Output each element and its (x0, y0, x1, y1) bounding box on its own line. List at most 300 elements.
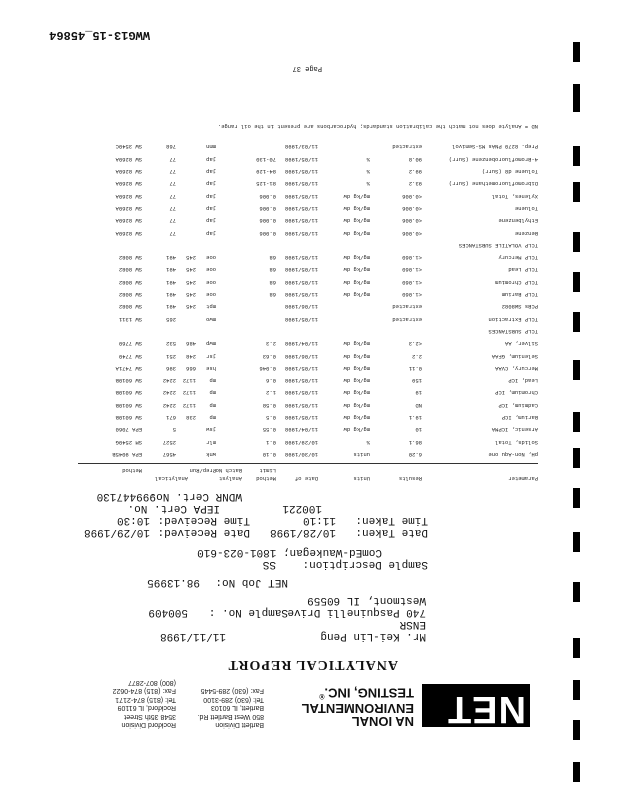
table-cell: mg/kg dw (343, 192, 370, 200)
table-cell: 11/05/1998 (284, 315, 318, 323)
table-cell: 396 (166, 364, 176, 372)
table-cell: wnk (206, 451, 216, 458)
table-cell: 2.3 (266, 340, 276, 348)
table-cell: SW 7471A (115, 364, 142, 372)
table-row (78, 214, 538, 224)
table-cell: 491 (166, 303, 176, 311)
table-cell: 68 (269, 291, 276, 299)
table-cell: 77 (169, 192, 176, 200)
table-cell: jap (206, 217, 216, 225)
table-cell: mg/kg dw (343, 426, 370, 434)
table-cell: 5 (172, 426, 176, 434)
table-cell: mg/kg dw (343, 389, 370, 397)
date-taken-label: Date Taken: (355, 526, 428, 538)
table-cell: 248 (186, 352, 196, 360)
table-row (78, 313, 538, 323)
table-cell: 11/05/1998 (284, 254, 318, 262)
table-cell: Benzene (514, 229, 538, 237)
binding-mark (573, 84, 580, 112)
table-cell: 11/05/1998 (284, 155, 318, 163)
table-cell: 0.006 (259, 205, 276, 212)
table-cell: 11/06/1998 (284, 352, 318, 360)
table-row (78, 325, 538, 335)
table-cell: 0.006 (259, 229, 276, 237)
table-cell: 1172 (182, 389, 196, 397)
table-cell: % (366, 168, 370, 176)
binding-mark (573, 146, 580, 166)
table-cell: Arsenic, ICPMA (491, 426, 538, 434)
table-cell: 1172 (182, 401, 196, 409)
column-header: Analyst (218, 475, 242, 482)
table-cell: SW 8260A (115, 180, 142, 188)
column-header: Results (398, 475, 422, 482)
table-cell: mg/kg dw (343, 278, 370, 286)
sample-description: SS (262, 558, 276, 570)
table-cell: SW 8082 (118, 266, 142, 274)
table-row (78, 448, 538, 458)
table-cell: <1.060 (402, 266, 422, 274)
table-cell: 491 (166, 291, 176, 299)
table-cell: SW 3540C (115, 143, 142, 151)
table-cell: mwp (206, 340, 216, 348)
division-line: Fax: (815) 874-0622 (112, 687, 176, 695)
table-cell: mmn (206, 143, 216, 151)
table-cell: 70-130 (256, 155, 276, 163)
table-cell: SW 8260A (115, 229, 142, 237)
table-cell: Toluene (514, 205, 538, 212)
table-cell: mg/kg dw (343, 364, 370, 372)
table-cell: <2.3 (408, 340, 422, 348)
table-cell: Prep. 8270 PNAs MS-Semivol (452, 143, 538, 151)
table-cell: ooe (206, 278, 216, 286)
binding-mark (573, 312, 580, 332)
table-row (78, 190, 538, 200)
table-cell: SW 6010B (115, 389, 142, 397)
table-cell: SW 8082 (118, 291, 142, 299)
table-cell: TCLP SUBSTANCES (488, 328, 538, 335)
table-cell: 666 (186, 364, 196, 372)
table-cell: SW 8082 (118, 254, 142, 262)
table-cell: 0.6 (266, 377, 276, 385)
table-cell: 11/05/1998 (284, 364, 318, 372)
table-cell: mg/kg dw (343, 401, 370, 409)
company-name-line: ENVIRONMENTAL (301, 701, 414, 716)
division-address-block (113, 678, 176, 728)
sample-no-label: Sample No. : (208, 606, 288, 618)
table-row (78, 399, 538, 409)
table-cell: 11/04/1998 (284, 426, 318, 434)
date-taken: 10/28/1998 (269, 526, 336, 538)
table-cell: 0.63 (262, 352, 276, 360)
table-cell: 245 (186, 278, 196, 286)
table-cell: 93.2 (408, 180, 422, 188)
company-name (302, 687, 414, 728)
table-cell: mp (209, 377, 216, 385)
division-line: Bartlett, IL 60103 (210, 704, 264, 712)
table-cell: 77 (169, 155, 176, 163)
table-cell: extracted (392, 143, 422, 151)
binding-mark (573, 720, 580, 740)
table-cell: 0.1 (266, 438, 276, 446)
column-header: Parameter (508, 475, 538, 482)
table-cell: 11/03/1998 (284, 143, 318, 151)
table-cell: 77 (169, 180, 176, 188)
table-cell: TCLP Lead (508, 266, 538, 274)
table-cell: 245 (186, 266, 196, 274)
time-taken-label: Time Taken: (355, 514, 428, 526)
column-header: Limit (259, 467, 276, 474)
table-cell: mg/kg dw (343, 340, 370, 348)
table-cell: mp (209, 414, 216, 422)
table-cell: 1172 (182, 377, 196, 385)
table-row (78, 288, 538, 298)
table-cell: SW 1311 (118, 315, 142, 323)
table-row (78, 165, 538, 175)
wdnr-cert-label: WDNR Cert. No. (149, 490, 242, 502)
table-cell: SW 7760 (118, 340, 142, 348)
iepa-cert-label: IEPA Cert. No. (127, 502, 220, 514)
table-cell: mg/kg dw (343, 229, 370, 237)
table-cell: 84-129 (256, 168, 276, 176)
table-cell: SW 7740 (118, 352, 142, 360)
binding-mark (573, 680, 580, 700)
table-cell: 4-Bromofluorobenzene (Surr) (448, 155, 538, 163)
table-cell: 2527 (162, 438, 176, 446)
table-cell: 491 (166, 266, 176, 274)
table-cell: 0.046 (259, 364, 276, 372)
table-cell: jap (206, 155, 216, 163)
company-logo-text: NET (447, 688, 526, 730)
division-line: Rockford, IL 61109 (117, 704, 176, 712)
time-taken: 11:10 (302, 514, 336, 526)
table-cell: jap (206, 205, 216, 212)
table-cell: 0.5 (266, 414, 276, 422)
table-row (78, 141, 538, 151)
binding-mark (573, 488, 580, 508)
table-cell: 68 (269, 278, 276, 286)
table-cell: pH, Non-Aqu one (488, 451, 538, 458)
table-cell: 11/05/1998 (284, 278, 318, 286)
table-cell: <0.006 (402, 205, 422, 212)
binding-mark (573, 448, 580, 468)
table-cell: 68 (269, 254, 276, 262)
report-date: 11/11/1998 (159, 630, 226, 642)
recipient-org: ENSR (399, 618, 426, 630)
binding-mark (573, 582, 580, 602)
table-cell: SW 8260A (115, 217, 142, 225)
table-cell: ooe (206, 291, 216, 299)
table-cell: 491 (166, 254, 176, 262)
table-cell: ooe (206, 266, 216, 274)
division-line: 3548 35th Street (124, 712, 176, 720)
time-received: 10:30 (116, 514, 150, 526)
table-cell: Barium, ICP (501, 414, 538, 422)
table-cell: 86.1 (408, 438, 422, 446)
table-row (78, 202, 538, 212)
table-row (78, 337, 538, 347)
table-cell: 251 (166, 352, 176, 360)
table-cell: 68 (269, 266, 276, 274)
table-cell: hse (206, 364, 216, 372)
table-cell: 11/05/1998 (284, 401, 318, 409)
table-cell: mpt (206, 303, 216, 311)
table-cell: 2.2 (412, 352, 422, 360)
sample-description-label: Sample Description: (302, 558, 428, 570)
binding-mark (573, 532, 580, 552)
table-cell: Dibromofluoromethane (Surr) (448, 180, 538, 188)
table-cell: 0.10 (262, 451, 276, 458)
table-cell: TCLP Mercury (498, 254, 538, 262)
table-cell: 245 (186, 254, 196, 262)
table-cell: TCLP Extraction (488, 315, 538, 323)
table-footnote: ND = Analyte does not match the calibration standards; hydrocarbons are present in the oil range. (217, 123, 538, 130)
table-cell: 99.2 (408, 168, 422, 176)
table-cell: mg/kg dw (343, 205, 370, 212)
table-cell: 491 (166, 278, 176, 286)
table-cell: mg/kg dw (343, 254, 370, 262)
sample-description-detail: ComEd-Waukegan; 1801-023-610 (197, 546, 382, 558)
table-cell: SW 8260A (115, 192, 142, 200)
table-row (78, 423, 538, 433)
division-line: 850 West Bartlett Rd. (197, 712, 264, 720)
binding-mark (573, 182, 580, 202)
table-cell: SW 6010B (115, 401, 142, 409)
table-cell: mg/kg dw (343, 291, 370, 299)
table-cell: 11/05/1998 (284, 192, 318, 200)
table-cell: 159 (412, 377, 422, 385)
wdnr-cert-number: 999447130 (96, 490, 156, 502)
table-cell: mg/kg dw (343, 414, 370, 422)
table-cell: mg/kg dw (343, 266, 370, 274)
table-cell: 2242 (162, 377, 176, 385)
iepa-cert-number: 100221 (282, 502, 322, 514)
table-cell: jap (206, 229, 216, 237)
table-cell: Selenium, GFAA (491, 352, 538, 360)
table-row (78, 177, 538, 187)
table-cell: ND (415, 401, 422, 409)
table-cell: 245 (186, 303, 196, 311)
table-cell: TCLP Chromium (495, 278, 538, 286)
table-cell: 10 (415, 426, 422, 434)
table-cell: jsr (206, 352, 216, 360)
division-line: Fax: (630) 289-5445 (200, 687, 264, 695)
date-received: 10/29/1998 (83, 526, 150, 538)
page-number: Page 37 (292, 64, 322, 72)
division-line: (800) 807-2877 (128, 678, 176, 686)
table-cell: SW 8260A (115, 168, 142, 176)
table-cell: 2242 (162, 401, 176, 409)
table-cell: TCLP Barium (501, 291, 538, 299)
column-header: Units (353, 475, 370, 482)
division-line: Bartlett Division (215, 721, 264, 728)
table-cell: 10/30/1998 (284, 451, 318, 458)
table-cell: <1.060 (402, 291, 422, 299)
table-cell: mp (209, 401, 216, 409)
table-row (78, 374, 538, 384)
table-cell: 11/05/1998 (284, 205, 318, 212)
table-cell: 238 (186, 414, 196, 422)
table-cell: 11/05/1998 (284, 229, 318, 237)
table-cell: Mercury, CVAA (495, 364, 538, 372)
table-cell: TCLP VOLATILE SUBSTANCES (458, 241, 538, 249)
table-cell: 81-125 (256, 180, 276, 188)
table-cell: 4567 (162, 451, 176, 458)
table-cell: 6.20 (408, 451, 422, 458)
table-cell: mg/kg dw (343, 377, 370, 385)
table-row (78, 362, 538, 372)
recipient-name: Mr. Kei-Lin Peng (320, 630, 426, 642)
table-cell: 77 (169, 205, 176, 212)
table-cell: 768 (166, 143, 176, 151)
table-cell: 19 (415, 389, 422, 397)
binding-mark (573, 232, 580, 252)
company-name-line: NA IONAL (351, 714, 414, 729)
table-cell: EPA 7060 (115, 426, 142, 434)
table-cell: extracted (392, 303, 422, 311)
table-row (78, 436, 538, 446)
table-row (78, 239, 538, 249)
table-row (78, 411, 538, 421)
table-cell: 245 (186, 291, 196, 299)
table-cell: 0.006 (259, 192, 276, 200)
table-cell: Silver, AA (504, 340, 538, 348)
division-line: Tel: (630) 289-3100 (203, 695, 264, 703)
table-cell: 11/06/1998 (284, 303, 318, 311)
sample-no: 500409 (148, 606, 188, 618)
time-received-label: Time Received: (157, 514, 250, 526)
table-cell: mp (209, 389, 216, 397)
table-divider (78, 463, 538, 464)
binding-mark (573, 412, 580, 432)
table-cell: % (366, 180, 370, 188)
table-cell: 11/05/1998 (284, 217, 318, 225)
column-header: Batch No. (212, 467, 242, 474)
recipient-city: Westmont, IL 60559 (307, 594, 426, 606)
table-cell: 265 (166, 315, 176, 323)
table-cell: 486 (186, 340, 196, 348)
registered-mark: ® (319, 692, 325, 699)
document-code: WWG13-15_45864 (49, 28, 150, 42)
table-cell: 2242 (162, 389, 176, 397)
table-cell: mlr (206, 438, 216, 446)
table-cell: mg/kg dw (343, 217, 370, 225)
table-cell: 1.2 (266, 389, 276, 397)
table-row (78, 227, 538, 237)
date-received-label: Date Received: (157, 526, 250, 538)
table-cell: 90.8 (408, 155, 422, 163)
table-cell: 11/05/1998 (284, 377, 318, 385)
table-cell: <0.006 (402, 217, 422, 225)
table-cell: 77 (169, 168, 176, 176)
table-cell: 19.1 (408, 414, 422, 422)
table-cell: jap (206, 168, 216, 176)
table-cell: <1.060 (402, 278, 422, 286)
column-header: Method (256, 475, 276, 482)
table-cell: Toluene d8 (Surr) (481, 168, 538, 176)
table-cell: jsw (206, 426, 216, 434)
table-row (78, 387, 538, 397)
column-header: Analytical (154, 475, 188, 482)
binding-mark (573, 762, 580, 782)
table-cell: jap (206, 180, 216, 188)
table-cell: <0.006 (402, 192, 422, 200)
net-job-number: 98.13995 (147, 576, 200, 588)
table-row (78, 251, 538, 261)
table-cell: EPA 9045B (112, 451, 142, 458)
results-table (78, 112, 538, 482)
table-cell: mg/kg dw (343, 352, 370, 360)
table-cell: % (366, 155, 370, 163)
table-cell: 671 (166, 414, 176, 422)
table-cell: Xylenes, Total (491, 192, 538, 200)
column-header: Prep/Run (189, 467, 216, 474)
table-cell: <0.006 (402, 229, 422, 237)
table-row (78, 276, 538, 286)
table-row (78, 264, 538, 274)
table-cell: mwo (206, 315, 216, 323)
binding-mark (573, 272, 580, 292)
table-cell: extracted (392, 315, 422, 323)
table-cell: PCBs SW8082 (501, 303, 538, 311)
table-cell: <1.060 (402, 254, 422, 262)
table-cell: 532 (166, 340, 176, 348)
column-header: Method (122, 467, 142, 474)
table-cell: SW 6010B (115, 414, 142, 422)
table-cell: Lead, ICP (508, 377, 538, 385)
table-row (78, 350, 538, 360)
table-cell: 11/05/1998 (284, 414, 318, 422)
binding-mark (573, 42, 580, 62)
table-cell: % (366, 438, 370, 446)
net-job-label: NET Job No: (215, 576, 288, 588)
division-address-block (198, 686, 264, 728)
table-cell: 10/29/1998 (284, 438, 318, 446)
table-cell: jap (206, 192, 216, 200)
table-cell: SW 8082 (118, 278, 142, 286)
table-cell: 0.55 (262, 426, 276, 434)
table-cell: Cadmium, ICP (498, 401, 538, 409)
table-cell: units (353, 451, 370, 458)
table-cell: 77 (169, 217, 176, 225)
binding-mark (573, 638, 580, 658)
table-cell: SW 8082 (118, 303, 142, 311)
table-cell: 0.11 (408, 364, 422, 372)
table-cell: 11/05/1998 (284, 168, 318, 176)
table-cell: SM 2540G (115, 438, 142, 446)
table-cell: 11/05/1998 (284, 389, 318, 397)
table-row (78, 153, 538, 163)
table-cell: 11/05/1998 (284, 291, 318, 299)
table-cell: Chromium, ICP (495, 389, 538, 397)
table-cell: Solids, Total (495, 438, 538, 446)
division-line: Rockford Division (121, 721, 176, 728)
table-cell: SW 8260A (115, 205, 142, 212)
binding-mark (573, 360, 580, 380)
table-cell: 11/04/1998 (284, 340, 318, 348)
table-cell: ooe (206, 254, 216, 262)
table-cell: SW 8260A (115, 155, 142, 163)
company-name-line: TESTING, INC. (324, 685, 414, 701)
column-header: Date of (294, 475, 318, 482)
report-title: ANALYTICAL REPORT (227, 657, 398, 672)
table-cell: Ethylbenzene (498, 217, 538, 225)
table-cell: 11/05/1998 (284, 180, 318, 188)
recipient-address: 740 Pasquinelli Drive (287, 606, 426, 618)
table-cell: 0.58 (262, 401, 276, 409)
table-row (78, 300, 538, 310)
table-cell: SW 6010B (115, 377, 142, 385)
table-cell: 77 (169, 229, 176, 237)
